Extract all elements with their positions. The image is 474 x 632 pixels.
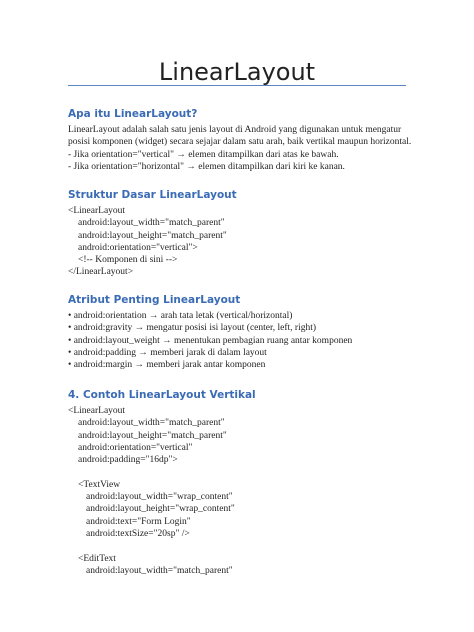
blank-line (68, 466, 235, 478)
attribute-list (68, 310, 352, 371)
code-line: </LinearLayout> (68, 267, 134, 278)
paragraph-line: - Jika orientation="vertical" → elemen ditampilkan dari atas ke bawah. (68, 149, 339, 160)
code-line: <TextView (78, 479, 121, 490)
code-block-contoh (68, 405, 235, 577)
code-block-struktur (68, 205, 227, 279)
code-line: android:textSize="20sp" /> (86, 528, 190, 539)
code-line: android:padding="16dp"> (78, 455, 178, 466)
code-line: android:layout_width="match_parent" (78, 218, 225, 229)
code-comment-line: <!-- Komponen di sini --> (78, 255, 178, 266)
code-line: android:orientation="vertical" (78, 442, 193, 453)
heading-struktur-dasar: Struktur Dasar LinearLayout (68, 189, 237, 201)
code-line: android:layout_height="match_parent" (78, 430, 227, 441)
list-item: • android:layout_weight → menentukan pembagian ruang antar komponen (68, 335, 353, 346)
section-apa-itu-body (68, 124, 411, 173)
list-item: • android:padding → memberi jarak di dalam layout (68, 347, 267, 358)
heading-apa-itu: Apa itu LinearLayout? (68, 108, 198, 120)
title-divider (68, 85, 406, 86)
list-item: • android:orientation → arah tata letak (vertical/horizontal) (68, 311, 293, 321)
document-title: LinearLayout (158, 58, 316, 86)
heading-contoh-vertikal: 4. Contoh LinearLayout Vertikal (68, 389, 256, 401)
paragraph-line: LinearLayout adalah salah satu jenis layout di Android yang digunakan untuk mengatur (68, 125, 402, 135)
code-line: android:layout_height="match_parent" (78, 230, 227, 241)
code-line: android:orientation="vertical"> (78, 242, 198, 253)
code-line: <LinearLayout (68, 406, 126, 416)
heading-atribut-penting: Atribut Penting LinearLayout (68, 294, 241, 306)
paragraph-line: - Jika orientation="horizontal" → elemen ditampilkan dari kiri ke kanan. (68, 161, 345, 172)
code-line: android:layout_width="match_parent" (78, 418, 225, 429)
code-line: android:layout_width="wrap_content" (86, 492, 233, 503)
code-line: android:text="Form Login" (86, 516, 191, 527)
list-item: • android:gravity → mengatur posisi isi layout (center, left, right) (68, 323, 317, 334)
list-item: • android:margin → memberi jarak antar komponen (68, 360, 266, 371)
code-line: android:layout_width="match_parent" (86, 565, 233, 576)
code-line: android:layout_height="wrap_content" (86, 504, 235, 515)
code-line: <LinearLayout (68, 206, 126, 216)
paragraph-line: posisi komponen (widget) secara sejajar dalam satu arah, baik vertikal maupun horizontal. (68, 137, 412, 148)
code-line: <EditText (78, 553, 116, 564)
blank-line (68, 540, 235, 552)
